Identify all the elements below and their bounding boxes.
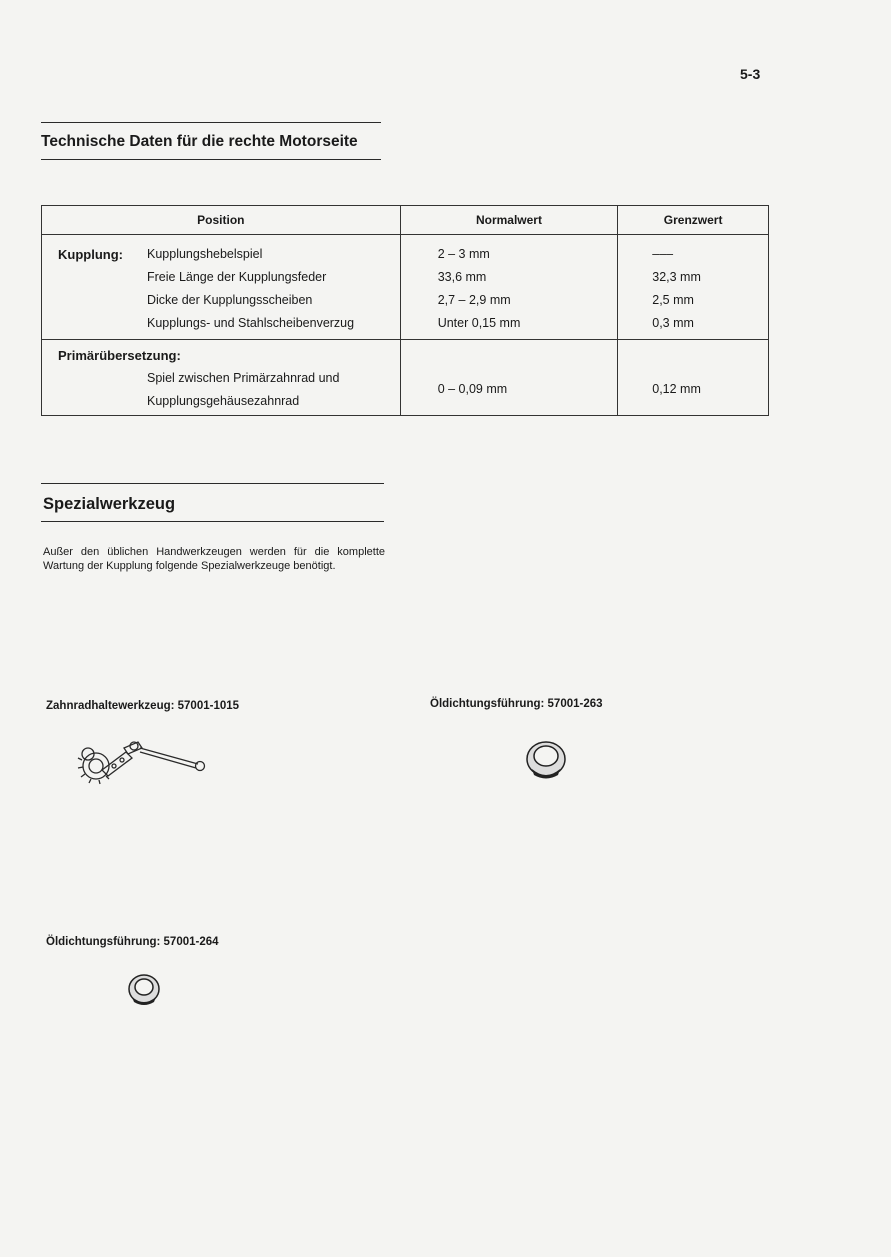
tool-label: Öldichtungsführung: 57001-264 — [46, 936, 219, 948]
table-cell-limit: ––– — [652, 247, 674, 261]
table-cell-item: Dicke der Kupplungsscheiben — [147, 293, 313, 307]
table-row-primary — [42, 340, 769, 416]
table-cell-limit: 0,12 mm — [652, 381, 701, 396]
tool-label: Zahnradhaltewerkzeug: 57001-1015 — [46, 700, 240, 712]
table-cell-item: Freie Länge der Kupplungsfeder — [147, 270, 327, 284]
table-cell-normal: 2,7 – 2,9 mm — [437, 293, 511, 307]
table-cell-item: Spiel zwischen Primärzahnrad und — [147, 371, 340, 385]
header-limit: Grenzwert — [618, 206, 769, 235]
table-header-row — [42, 206, 769, 235]
group-name-primary: Primärübersetzung: — [58, 348, 181, 363]
table-cell-normal: 33,6 mm — [437, 270, 487, 284]
table-cell-limit: 32,3 mm — [652, 270, 701, 284]
table-cell-normal: 0 – 0,09 mm — [437, 381, 508, 396]
tools-intro: Außer den üblichen Handwerkzeugen werden für die komplette Wartung der Kupplung folgende Spezialwerkzeuge benötigt. — [43, 546, 385, 572]
header-position: Position — [42, 206, 401, 235]
page-number: 5-3 — [740, 66, 761, 82]
oil-seal-guide-icon — [522, 735, 572, 785]
table-cell-item: Kupplungsgehäusezahnrad — [147, 394, 300, 408]
section-title-technical: Technische Daten für die rechte Motorseite — [41, 133, 358, 150]
group-name-clutch: Kupplung: — [58, 247, 123, 262]
header-normal: Normalwert — [400, 206, 618, 235]
table-cell-item: Kupplungs- und Stahlscheibenverzug — [147, 316, 355, 330]
table-cell-limit: 2,5 mm — [652, 293, 694, 307]
table-cell-normal: 2 – 3 mm — [437, 247, 490, 261]
table-cell-normal: Unter 0,15 mm — [437, 316, 521, 330]
table-cell-item: Kupplungshebelspiel — [147, 247, 263, 261]
gear-holder-tool-icon — [74, 734, 216, 790]
rule-top — [41, 122, 381, 123]
table-cell-limit: 0,3 mm — [652, 316, 694, 330]
spec-table — [41, 205, 769, 416]
table-row-clutch — [42, 235, 769, 340]
rule-bottom — [41, 159, 381, 160]
rule-top — [41, 483, 384, 484]
rule-bottom — [41, 521, 384, 522]
tool-label: Öldichtungsführung: 57001-263 — [430, 698, 603, 710]
oil-seal-guide-icon — [124, 970, 164, 1010]
section-title-tools: Spezialwerkzeug — [43, 495, 176, 513]
